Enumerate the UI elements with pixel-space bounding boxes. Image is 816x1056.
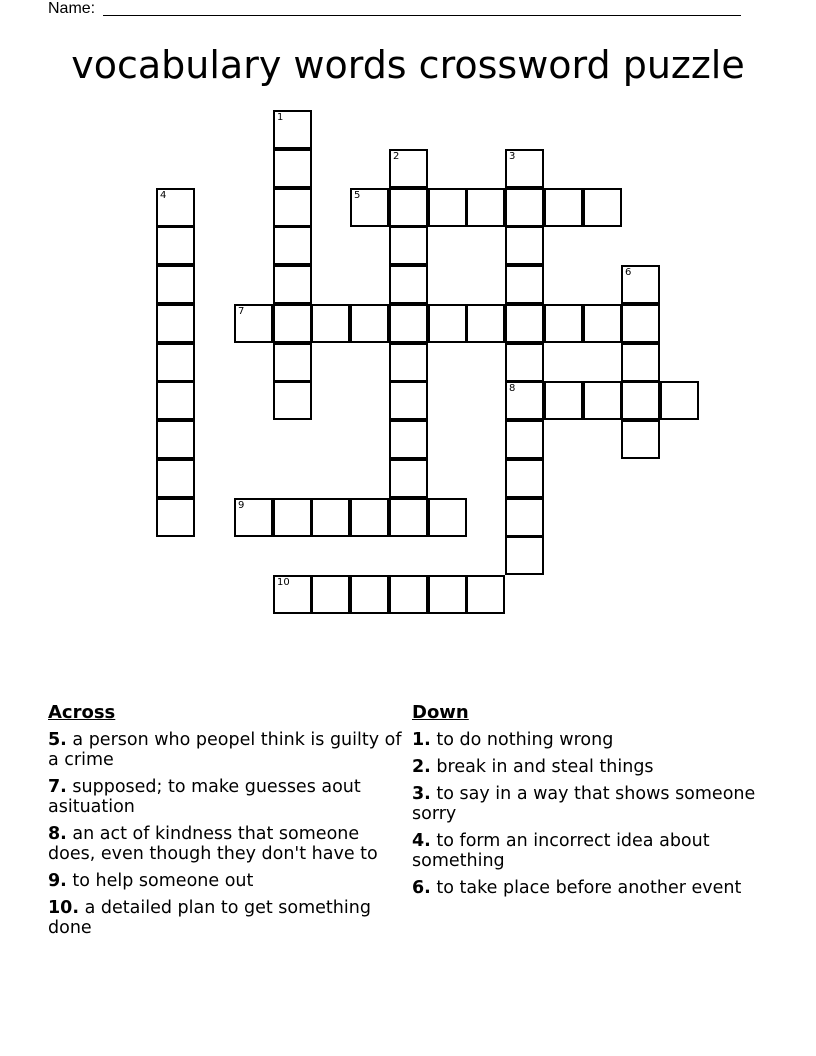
crossword-cell[interactable] bbox=[311, 575, 350, 614]
crossword-cell[interactable] bbox=[544, 381, 583, 420]
crossword-cell[interactable] bbox=[273, 226, 312, 265]
crossword-cell[interactable] bbox=[156, 420, 195, 459]
crossword-cell[interactable] bbox=[389, 188, 428, 227]
crossword-cell[interactable] bbox=[621, 420, 660, 459]
crossword-cell[interactable] bbox=[350, 575, 389, 614]
crossword-cell[interactable] bbox=[428, 304, 467, 343]
cell-number: 7 bbox=[238, 306, 245, 317]
crossword-cell[interactable] bbox=[273, 343, 312, 382]
clue-number: 3. bbox=[412, 784, 431, 804]
crossword-cell[interactable] bbox=[156, 188, 195, 227]
clue-text: to say in a way that shows someone sorry bbox=[412, 784, 756, 824]
down-heading: Down bbox=[412, 702, 469, 723]
crossword-cell[interactable] bbox=[505, 226, 544, 265]
crossword-cell[interactable] bbox=[621, 265, 660, 304]
clue-text: to take place before another event bbox=[436, 878, 742, 898]
crossword-cell[interactable] bbox=[621, 304, 660, 343]
crossword-cell[interactable] bbox=[156, 304, 195, 343]
across-clue-7 bbox=[48, 777, 408, 817]
cell-number: 6 bbox=[625, 267, 632, 278]
crossword-cell[interactable] bbox=[505, 536, 544, 575]
crossword-cell[interactable] bbox=[156, 459, 195, 498]
crossword-cell[interactable] bbox=[544, 304, 583, 343]
cell-number: 10 bbox=[277, 577, 290, 588]
crossword-cell[interactable] bbox=[156, 498, 195, 537]
crossword-cell[interactable] bbox=[389, 149, 428, 188]
crossword-cell[interactable] bbox=[583, 188, 622, 227]
crossword-cell[interactable] bbox=[621, 381, 660, 420]
crossword-cell[interactable] bbox=[389, 265, 428, 304]
crossword-cell[interactable] bbox=[234, 498, 273, 537]
crossword-cell[interactable] bbox=[350, 188, 389, 227]
clue-number: 9. bbox=[48, 871, 67, 891]
cell-number: 5 bbox=[354, 190, 361, 201]
down-clue-4 bbox=[412, 831, 762, 871]
cell-number: 1 bbox=[277, 112, 284, 123]
across-clue-8 bbox=[48, 824, 408, 864]
crossword-cell[interactable] bbox=[156, 226, 195, 265]
clue-number: 8. bbox=[48, 824, 67, 844]
crossword-cell[interactable] bbox=[505, 343, 544, 382]
clue-number: 1. bbox=[412, 730, 431, 750]
crossword-cell[interactable] bbox=[505, 188, 544, 227]
crossword-cell[interactable] bbox=[273, 381, 312, 420]
clue-number: 2. bbox=[412, 757, 431, 777]
crossword-cell[interactable] bbox=[234, 304, 273, 343]
crossword-cell[interactable] bbox=[156, 381, 195, 420]
crossword-cell[interactable] bbox=[389, 381, 428, 420]
crossword-cell[interactable] bbox=[505, 381, 544, 420]
crossword-cell[interactable] bbox=[273, 498, 312, 537]
clue-number: 7. bbox=[48, 777, 67, 797]
crossword-cell[interactable] bbox=[311, 304, 350, 343]
clue-text: break in and steal things bbox=[436, 757, 654, 777]
crossword-cell[interactable] bbox=[583, 381, 622, 420]
down-clues bbox=[412, 702, 762, 905]
crossword-cell[interactable] bbox=[544, 188, 583, 227]
clue-number: 10. bbox=[48, 898, 80, 918]
crossword-cell[interactable] bbox=[583, 304, 622, 343]
crossword-cell[interactable] bbox=[466, 304, 505, 343]
clue-text: to form an incorrect idea about something bbox=[412, 831, 710, 871]
crossword-cell[interactable] bbox=[156, 265, 195, 304]
crossword-cell[interactable] bbox=[428, 188, 467, 227]
across-clue-5 bbox=[48, 730, 408, 770]
crossword-cell[interactable] bbox=[273, 188, 312, 227]
across-heading: Across bbox=[48, 702, 116, 723]
crossword-cell[interactable] bbox=[505, 265, 544, 304]
crossword-cell[interactable] bbox=[273, 149, 312, 188]
crossword-cell[interactable] bbox=[389, 498, 428, 537]
crossword-cell[interactable] bbox=[428, 575, 467, 614]
clue-text: supposed; to make guesses aout asituation bbox=[48, 777, 361, 817]
crossword-cell[interactable] bbox=[466, 188, 505, 227]
crossword-cell[interactable] bbox=[273, 265, 312, 304]
crossword-cell[interactable] bbox=[273, 110, 312, 149]
crossword-cell[interactable] bbox=[311, 498, 350, 537]
page-title: vocabulary words crossword puzzle bbox=[71, 43, 745, 87]
cell-number: 4 bbox=[160, 190, 167, 201]
crossword-cell[interactable] bbox=[466, 575, 505, 614]
down-clue-3 bbox=[412, 784, 762, 824]
clue-text: to help someone out bbox=[72, 871, 254, 891]
crossword-cell[interactable] bbox=[505, 498, 544, 537]
across-clue-10 bbox=[48, 898, 408, 938]
crossword-cell[interactable] bbox=[428, 498, 467, 537]
name-label: Name: bbox=[48, 0, 96, 17]
crossword-cell[interactable] bbox=[389, 304, 428, 343]
cell-number: 2 bbox=[393, 151, 400, 162]
cell-number: 8 bbox=[509, 383, 516, 394]
crossword-cell[interactable] bbox=[273, 304, 312, 343]
crossword-cell[interactable] bbox=[505, 420, 544, 459]
crossword-cell[interactable] bbox=[389, 343, 428, 382]
crossword-cell[interactable] bbox=[660, 381, 699, 420]
crossword-cell[interactable] bbox=[273, 575, 312, 614]
crossword-cell[interactable] bbox=[389, 420, 428, 459]
crossword-cell[interactable] bbox=[389, 575, 428, 614]
crossword-cell[interactable] bbox=[505, 304, 544, 343]
crossword-cell[interactable] bbox=[350, 304, 389, 343]
clue-text: an act of kindness that someone does, even though they don't have to bbox=[48, 824, 378, 864]
crossword-cell[interactable] bbox=[621, 343, 660, 382]
down-clue-2 bbox=[412, 757, 762, 777]
crossword-cell[interactable] bbox=[389, 459, 428, 498]
cell-number: 9 bbox=[238, 500, 245, 511]
crossword-cell[interactable] bbox=[505, 459, 544, 498]
clue-number: 4. bbox=[412, 831, 431, 851]
crossword-cell[interactable] bbox=[350, 498, 389, 537]
clue-text: to do nothing wrong bbox=[436, 730, 614, 750]
down-clue-6 bbox=[412, 878, 762, 898]
across-clue-9 bbox=[48, 871, 408, 891]
cell-number: 3 bbox=[509, 151, 516, 162]
crossword-cell[interactable] bbox=[156, 343, 195, 382]
crossword-cell[interactable] bbox=[505, 149, 544, 188]
clue-text: a person who peopel think is guilty of a crime bbox=[48, 730, 402, 770]
crossword-cell[interactable] bbox=[389, 226, 428, 265]
clue-number: 5. bbox=[48, 730, 67, 750]
clue-number: 6. bbox=[412, 878, 431, 898]
down-clue-1 bbox=[412, 730, 762, 750]
clue-text: a detailed plan to get something done bbox=[48, 898, 371, 938]
across-clues bbox=[48, 702, 408, 945]
